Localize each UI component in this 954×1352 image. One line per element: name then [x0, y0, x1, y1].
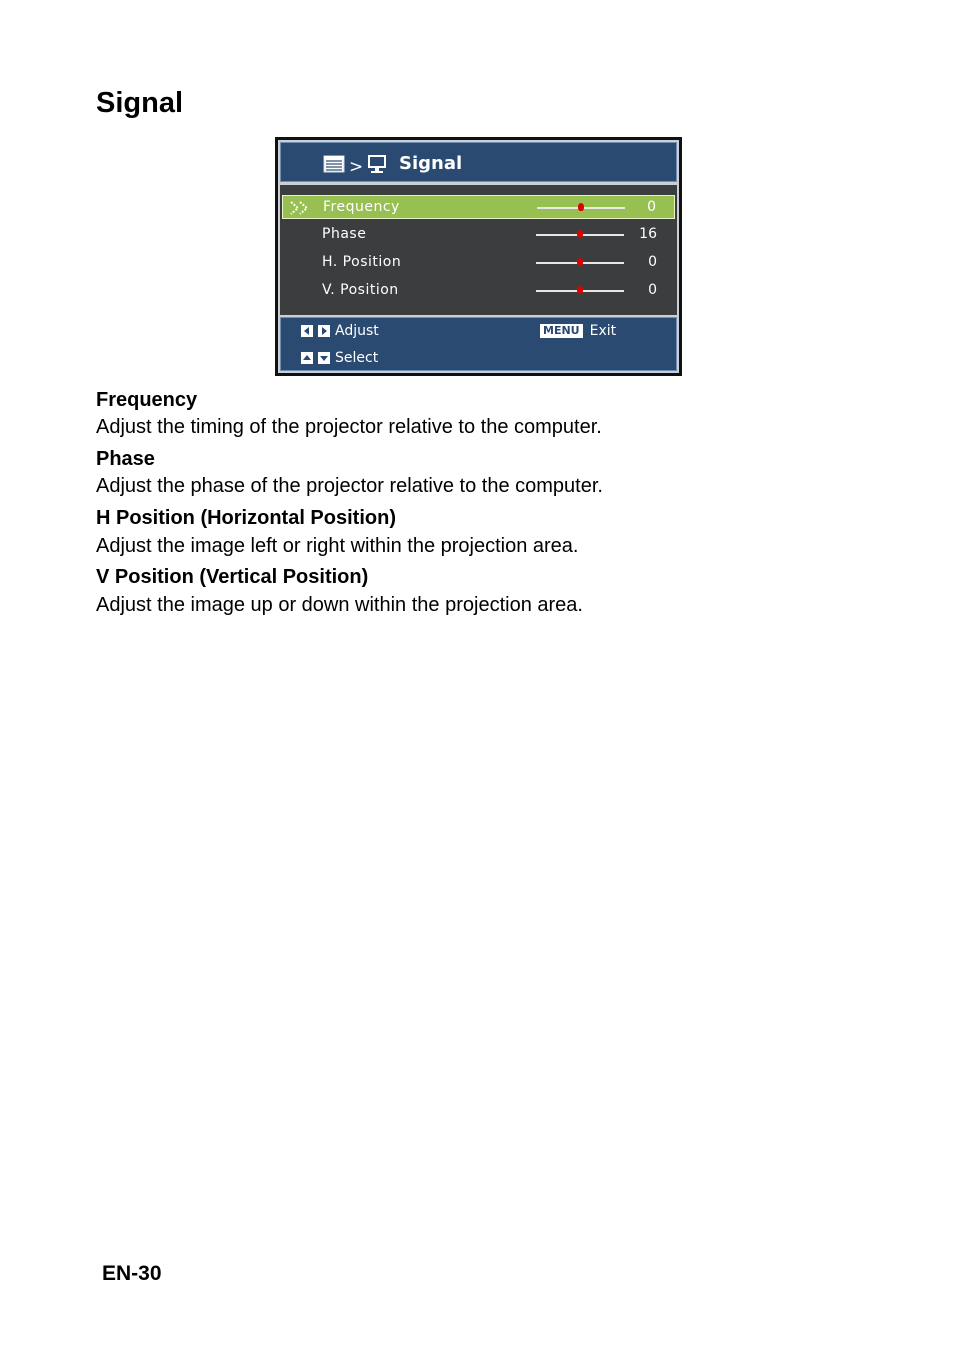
osd-item-list [280, 185, 677, 315]
osd-item-slider[interactable] [536, 262, 624, 264]
up-arrow-key-icon [301, 352, 313, 364]
description-term: H Position (Horizontal Position) [96, 507, 396, 529]
osd-frame [278, 140, 679, 373]
osd-item-h-position[interactable] [282, 251, 675, 275]
description-term: V Position (Vertical Position) [96, 566, 369, 588]
slider-knob[interactable] [578, 203, 584, 211]
osd-item-slider[interactable] [536, 234, 624, 236]
osd-item-label: V. Position [322, 282, 399, 298]
selection-arrows-icon [289, 200, 313, 220]
osd-item-label: Phase [322, 226, 367, 242]
osd-item-value: 0 [648, 254, 657, 270]
description-term: Phase [96, 448, 155, 470]
osd-item-value: 0 [648, 282, 657, 298]
select-hint [301, 350, 378, 366]
description-text: Adjust the image left or right within the projection area. [96, 535, 579, 557]
osd-breadcrumb [323, 154, 387, 179]
description-term: Frequency [96, 389, 198, 411]
exit-label: Exit [589, 323, 617, 339]
down-arrow-key-icon [318, 352, 330, 364]
left-arrow-key-icon [301, 325, 313, 337]
osd-item-slider[interactable] [537, 207, 625, 209]
osd-footer [280, 317, 677, 371]
description-text: Adjust the timing of the projector relative to the computer. [96, 416, 602, 438]
breadcrumb-separator: > [349, 156, 364, 177]
slider-knob[interactable] [577, 230, 583, 238]
osd-title: Signal [399, 153, 463, 174]
description-text: Adjust the phase of the projector relative to the computer. [96, 475, 603, 497]
osd-item-label: H. Position [322, 254, 402, 270]
osd-item-frequency[interactable] [282, 195, 675, 219]
slider-knob[interactable] [577, 286, 583, 294]
adjust-hint [301, 323, 379, 339]
osd-item-label: Frequency [323, 199, 400, 215]
menu-list-icon [323, 155, 345, 178]
menu-key-icon: MENU [540, 324, 583, 338]
osd-item-slider[interactable] [536, 290, 624, 292]
exit-hint [540, 323, 616, 339]
select-label: Select [335, 350, 379, 366]
osd-item-v-position[interactable] [282, 279, 675, 303]
right-arrow-key-icon [318, 325, 330, 337]
adjust-label: Adjust [335, 323, 379, 339]
osd-item-value: 0 [647, 199, 656, 215]
description-text: Adjust the image up or down within the projection area. [96, 594, 583, 616]
osd-header [280, 142, 677, 182]
osd-menu-screenshot [275, 137, 682, 376]
monitor-icon [367, 154, 387, 179]
page-title: Signal [96, 87, 184, 119]
page-number: EN-30 [102, 1262, 162, 1285]
osd-item-phase[interactable] [282, 223, 675, 247]
osd-item-value: 16 [639, 226, 657, 242]
slider-knob[interactable] [577, 258, 583, 266]
